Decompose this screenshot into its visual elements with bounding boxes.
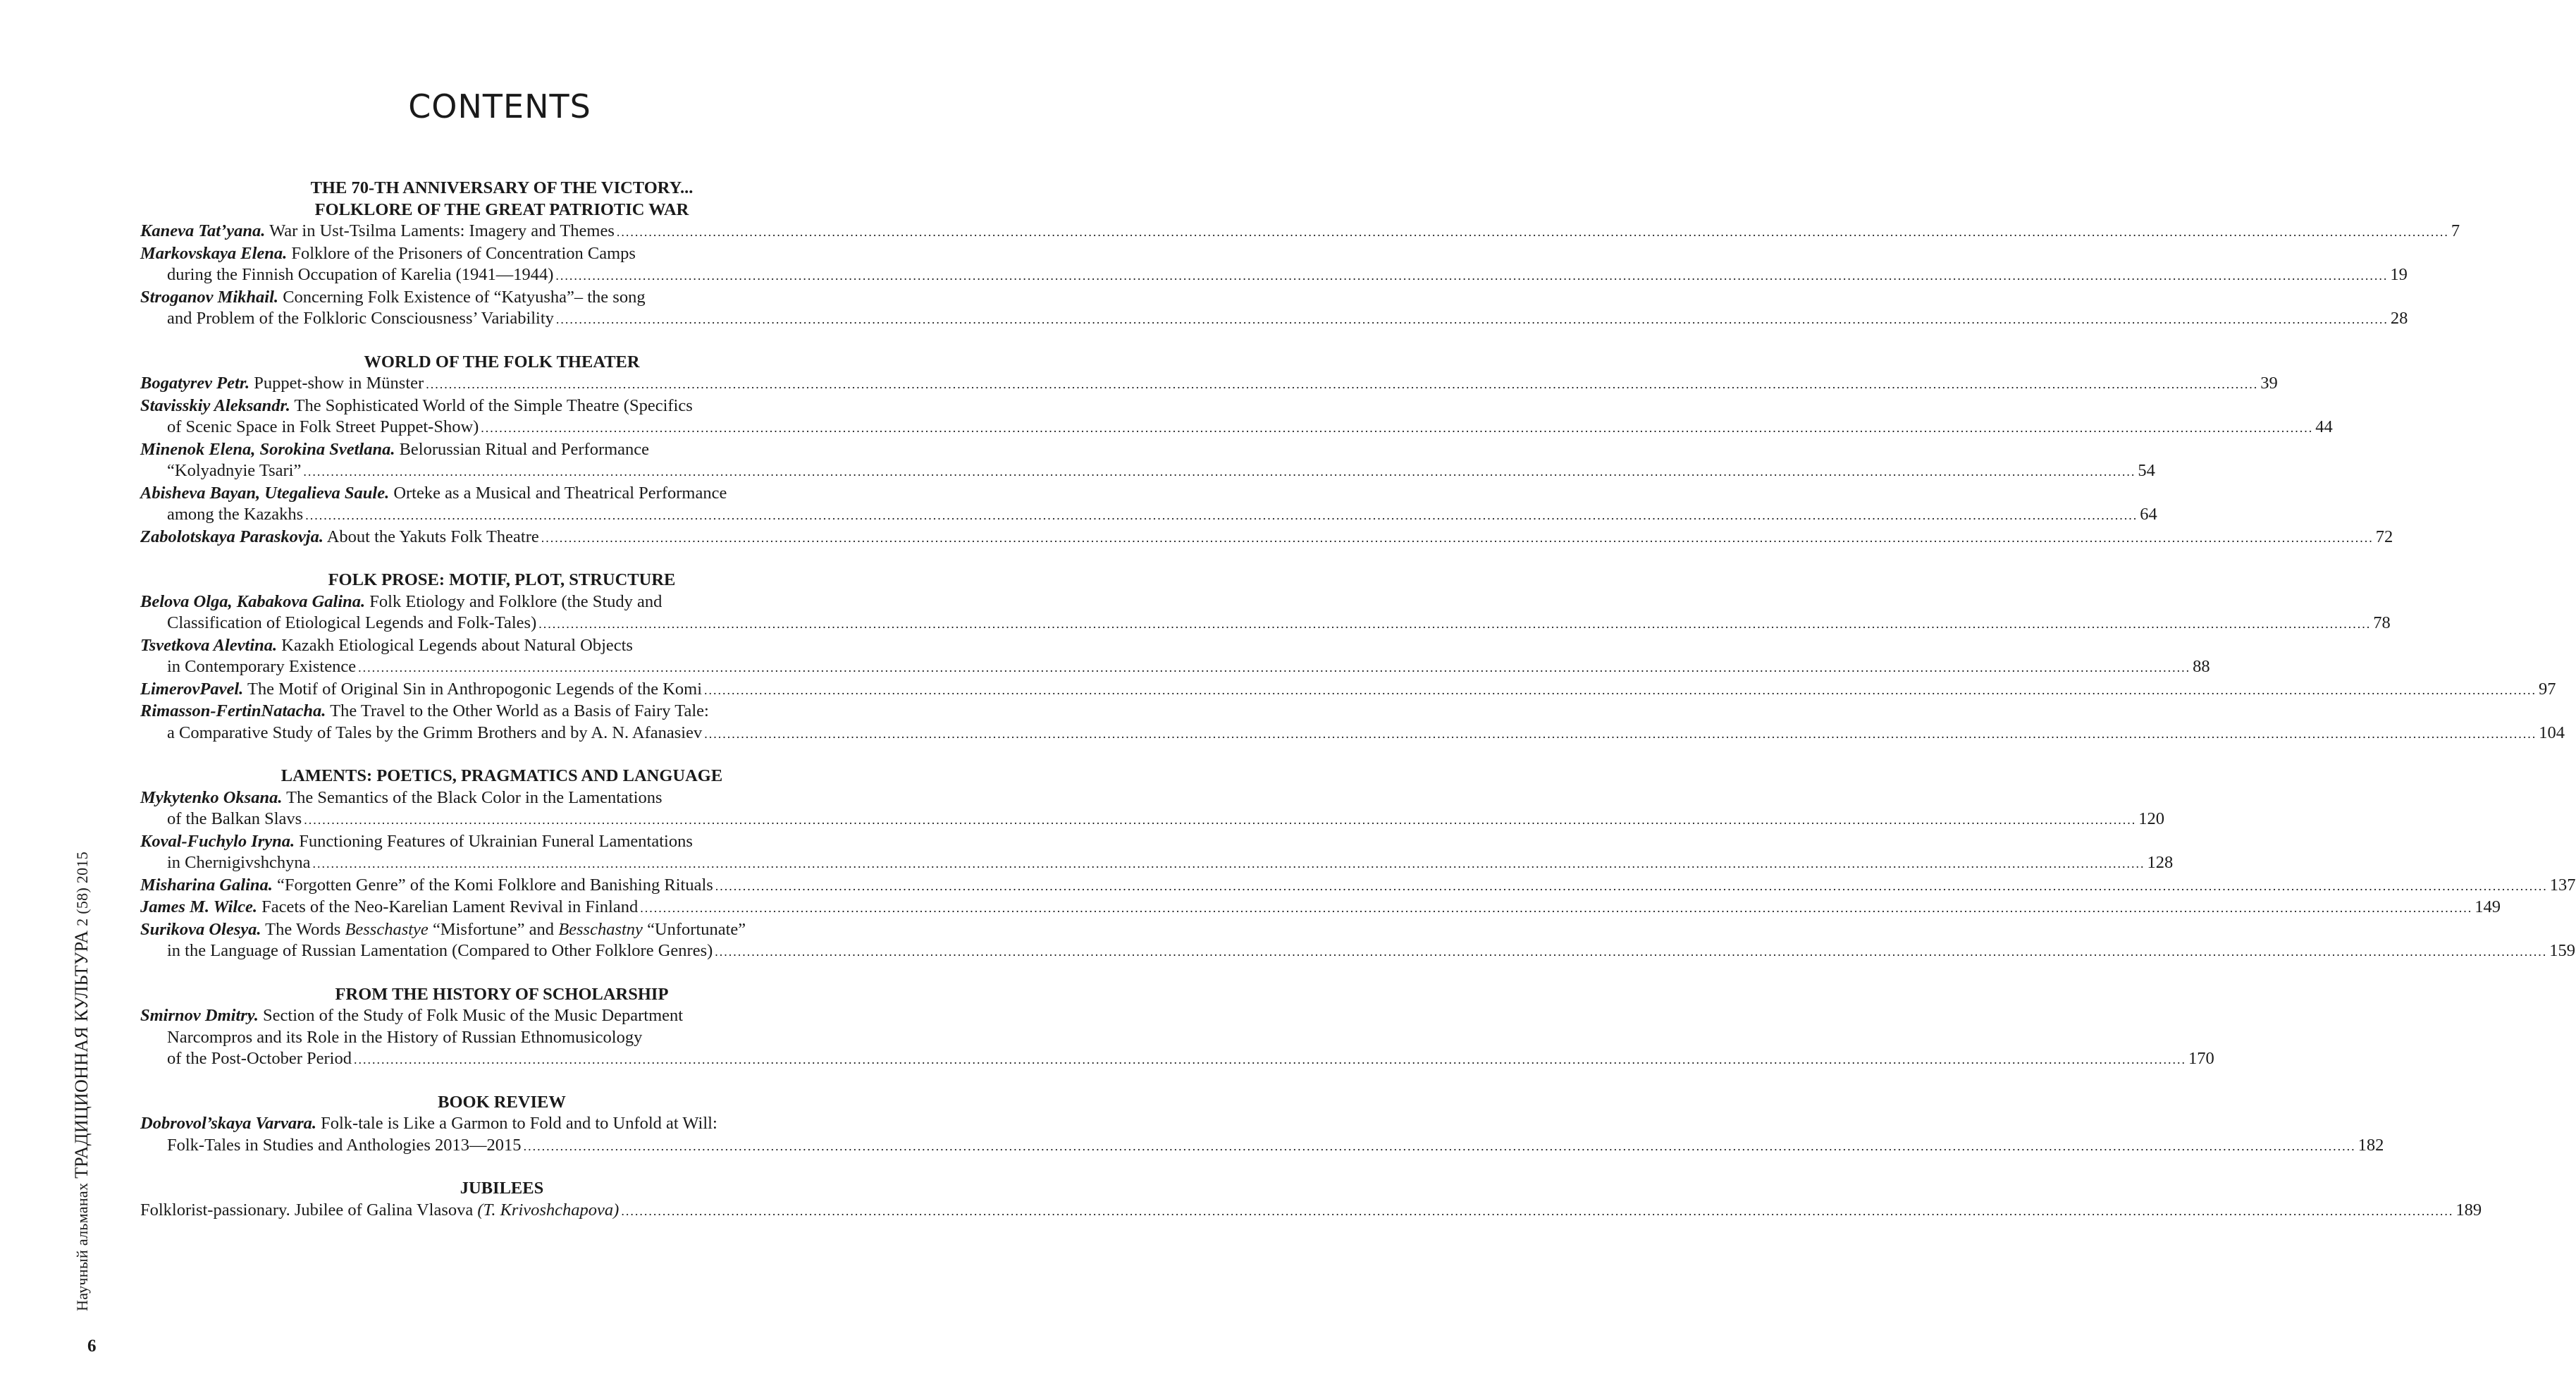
- entry-line: [140, 243, 863, 265]
- toc-section: [140, 984, 2214, 1071]
- entry-text: [140, 897, 638, 919]
- entry-text: [167, 504, 303, 526]
- entry-title: Concerning Folk Existence of “Katyusha”– the song: [278, 287, 646, 307]
- entry-text: [140, 527, 539, 548]
- entry-author: Dobrovol’skaya Varvara.: [140, 1114, 316, 1133]
- entry-line: [140, 723, 2565, 745]
- dot-leader: ................................................................................................................................................................................................................................................................................................................................................................................................................: [481, 421, 2314, 435]
- entry-author: Tsvetkova Alevtina.: [140, 635, 278, 655]
- entry-line: [140, 897, 2501, 919]
- entry-author: Stroganov Mikhail.: [140, 287, 279, 307]
- entry-text: [140, 592, 662, 611]
- section-heading: FOLK PROSE: MOTIF, PLOT, STRUCTURE: [328, 570, 676, 589]
- entry-title: Orteke as a Musical and Theatrical Performance: [389, 483, 727, 503]
- entry-title: Section of the Study of Folk Music of the Music Department: [258, 1006, 684, 1025]
- entry-line: [140, 656, 2210, 679]
- dot-leader: ................................................................................................................................................................................................................................................................................................................................................................................................................: [353, 1052, 2186, 1067]
- entry-line: [140, 417, 2333, 439]
- entry-term: Besschastye: [345, 919, 429, 939]
- entry-line: [140, 701, 863, 723]
- toc-entry: [140, 483, 2157, 527]
- entry-title: The Sophisticated World of the Simple Theatre (Specifics: [290, 395, 693, 415]
- entry-page-number: 64: [2140, 505, 2157, 524]
- entry-author: Stavisskiy Aleksandr.: [140, 395, 290, 415]
- section-heading: FROM THE HISTORY OF SCHOLARSHIP: [335, 984, 669, 1004]
- toc-entry: [140, 875, 2576, 897]
- entry-line: [140, 1048, 2214, 1071]
- journal-name: ТРАДИЦИОННАЯ КУЛЬТУРА: [71, 930, 92, 1179]
- dot-leader: ................................................................................................................................................................................................................................................................................................................................................................................................................: [312, 856, 2145, 871]
- page-title: CONTENTS: [408, 87, 591, 125]
- toc-entry: [140, 635, 2210, 679]
- entry-text: [140, 396, 693, 415]
- entry-reviewer: (T. Krivoshchapova): [477, 1200, 620, 1220]
- toc-entry: [140, 919, 2576, 963]
- entry-title: About the Yakuts Folk Theatre: [323, 527, 539, 546]
- dot-leader: ................................................................................................................................................................................................................................................................................................................................................................................................................: [304, 813, 2137, 827]
- entry-line: [140, 919, 863, 941]
- toc-entry: [140, 527, 2393, 549]
- entry-text: [167, 308, 554, 330]
- toc-entry: [140, 831, 2174, 875]
- entry-text: [167, 613, 536, 634]
- entry-text: [167, 1135, 522, 1157]
- toc-section: [140, 1178, 2482, 1222]
- toc-section: [140, 178, 2460, 331]
- entry-line: [140, 831, 863, 853]
- dot-leader: ................................................................................................................................................................................................................................................................................................................................................................................................................: [538, 617, 2372, 631]
- entry-text: [140, 701, 709, 720]
- dot-leader: ................................................................................................................................................................................................................................................................................................................................................................................................................: [305, 508, 2138, 522]
- entry-line: [140, 1027, 863, 1049]
- journal-issue: 2 (58) 2015: [73, 851, 91, 926]
- entry-author: Rimasson-FertinNatacha.: [140, 701, 326, 720]
- entry-line: [140, 591, 863, 613]
- toc-section: [140, 570, 2565, 744]
- entry-page-number: 78: [2373, 613, 2391, 632]
- entry-title: The Motif of Original Sin in Anthropogonic Legends of the Komi: [243, 679, 703, 699]
- dot-leader: ................................................................................................................................................................................................................................................................................................................................................................................................................: [555, 312, 2389, 326]
- entry-page-number: 170: [2188, 1049, 2214, 1068]
- entry-text: [167, 723, 702, 744]
- entry-line: [140, 852, 2174, 875]
- entry-text: [140, 679, 702, 701]
- entry-term: Besschastny: [558, 919, 643, 939]
- entry-page-number: 19: [2390, 265, 2408, 284]
- section-heading: LAMENTS: POETICS, PRAGMATICS AND LANGUAGE: [281, 766, 723, 785]
- entry-page-number: 189: [2455, 1200, 2482, 1220]
- entry-title: Folk-tale is Like a Garmon to Fold and to Unfold at Will:: [316, 1114, 717, 1133]
- entry-title: “Forgotten Genre” of the Komi Folklore and Banishing Rituals: [272, 875, 713, 895]
- toc-entry: [140, 701, 2565, 744]
- entry-page-number: 88: [2193, 657, 2210, 676]
- entry-page-number: 182: [2358, 1135, 2384, 1155]
- entry-title: of the Post-October Period: [167, 1049, 352, 1068]
- entry-text: [140, 484, 727, 503]
- entry-page-number: 159: [2549, 941, 2576, 960]
- toc-entry: [140, 373, 2278, 395]
- entry-text: [140, 440, 649, 459]
- entry-title: of Scenic Space in Folk Street Puppet-Show): [167, 417, 479, 436]
- section-heading: BOOK REVIEW: [438, 1092, 566, 1112]
- entry-title: “Kolyadnyie Tsari”: [167, 461, 302, 480]
- entry-text: [140, 244, 636, 263]
- toc-section: [140, 1092, 2384, 1157]
- entry-title: The Semantics of the Black Color in the Lamentations: [282, 787, 663, 807]
- dot-leader: ................................................................................................................................................................................................................................................................................................................................................................................................................: [426, 377, 2259, 391]
- entry-title-part: “Unfortunate”: [642, 919, 746, 939]
- entry-line: [140, 287, 863, 309]
- entry-page-number: 120: [2138, 809, 2164, 828]
- toc-entry: [140, 679, 2556, 701]
- entry-author: Mykytenko Oksana.: [140, 787, 283, 807]
- entry-title: among the Kazakhs: [167, 505, 304, 524]
- entry-text: [140, 788, 663, 807]
- entry-page-number: 44: [2315, 417, 2333, 436]
- entry-text: [140, 636, 633, 655]
- entry-text: [140, 1200, 619, 1222]
- entry-page-number: 104: [2539, 723, 2565, 742]
- entry-title: of the Balkan Slavs: [167, 809, 302, 828]
- running-header: [71, 852, 92, 1311]
- entry-text: [167, 460, 301, 482]
- dot-leader: ................................................................................................................................................................................................................................................................................................................................................................................................................: [555, 269, 2389, 283]
- dot-leader: ................................................................................................................................................................................................................................................................................................................................................................................................................: [523, 1138, 2356, 1153]
- entry-title-part: The Words: [261, 919, 345, 939]
- entry-line: [140, 439, 863, 461]
- entry-title: and Problem of the Folkloric Consciousness’ Variability: [167, 309, 554, 328]
- entry-text: [140, 1114, 717, 1133]
- entry-text: [140, 221, 615, 242]
- entry-line: [140, 875, 2576, 897]
- entry-author: Surikova Olesya.: [140, 919, 261, 939]
- entry-author: Zabolotskaya Paraskovja.: [140, 527, 323, 546]
- entry-text: [140, 920, 746, 939]
- toc-entry: [140, 243, 2408, 287]
- entry-line: [140, 679, 2556, 701]
- entry-title: a Comparative Study of Tales by the Grimm Brothers and by A. N. Afanasiev: [167, 723, 703, 742]
- entry-author: Belova Olga, Kabakova Galina.: [140, 591, 366, 611]
- entry-text: [167, 264, 553, 286]
- toc-entry: [140, 287, 2408, 331]
- entry-text: [140, 1006, 683, 1025]
- entry-line: [140, 1200, 2482, 1222]
- entry-text: [140, 832, 693, 851]
- entry-title: during the Finnish Occupation of Karelia (1941—1944): [167, 265, 554, 284]
- dot-leader: ................................................................................................................................................................................................................................................................................................................................................................................................................: [616, 225, 2449, 239]
- entry-title: Folklore of the Prisoners of Concentration Camps: [287, 243, 636, 263]
- toc-entry: [140, 395, 2333, 439]
- entry-page-number: 137: [2549, 875, 2576, 895]
- toc-section: [140, 352, 2393, 549]
- entry-text: [167, 417, 479, 438]
- entry-page-number: 72: [2375, 527, 2393, 546]
- toc-entry: [140, 787, 2164, 831]
- entry-line: [140, 308, 2408, 331]
- entry-text: [140, 875, 713, 897]
- entry-title: Classification of Etiological Legends and Folk-Tales): [167, 613, 537, 632]
- entry-text: [140, 288, 646, 307]
- entry-page-number: 39: [2260, 374, 2278, 393]
- toc-entry: [140, 1005, 2214, 1071]
- entry-page-number: 28: [2390, 309, 2408, 328]
- section-heading: JUBILEES: [460, 1179, 544, 1198]
- section-heading: THE 70-TH ANNIVERSARY OF THE VICTORY...: [310, 178, 694, 197]
- dot-leader: ................................................................................................................................................................................................................................................................................................................................................................................................................: [704, 682, 2537, 697]
- entry-author: Kaneva Tat’yana.: [140, 221, 266, 240]
- toc-entry: [140, 1200, 2482, 1222]
- entry-line: [140, 809, 2164, 831]
- entry-text: [167, 852, 310, 874]
- entry-title: Facets of the Neo-Karelian Lament Revival in Finland: [257, 897, 639, 916]
- entry-line: [140, 483, 863, 505]
- toc-entry: [140, 897, 2501, 919]
- entry-line: [140, 460, 2155, 483]
- entry-page-number: 54: [2138, 461, 2155, 480]
- entry-author: Misharina Galina.: [140, 875, 273, 895]
- dot-leader: ................................................................................................................................................................................................................................................................................................................................................................................................................: [358, 661, 2191, 675]
- entry-line: [140, 395, 863, 417]
- entry-title: Folk-Tales in Studies and Anthologies 2013—2015: [167, 1135, 522, 1155]
- entry-page-number: 97: [2539, 679, 2556, 699]
- toc-entry: [140, 439, 2155, 483]
- entry-page-number: 7: [2451, 221, 2460, 240]
- entry-title: War in Ust-Tsilma Laments: Imagery and Themes: [265, 221, 615, 240]
- entry-line: [140, 635, 863, 657]
- entry-line: [140, 527, 2393, 549]
- entry-line: [140, 940, 2576, 963]
- entry-title: The Travel to the Other World as a Basis of Fairy Tale:: [326, 701, 709, 720]
- entry-author: Koval-Fuchylo Iryna.: [140, 831, 295, 851]
- dot-leader: ................................................................................................................................................................................................................................................................................................................................................................................................................: [541, 530, 2374, 545]
- entry-text: [167, 809, 302, 830]
- entry-text: [140, 373, 424, 395]
- entry-line: [140, 613, 2391, 635]
- dot-leader: ................................................................................................................................................................................................................................................................................................................................................................................................................: [704, 726, 2537, 741]
- entry-author: Smirnov Dmitry.: [140, 1006, 259, 1025]
- entry-line: [140, 787, 863, 809]
- entry-title: Folklorist-passionary. Jubilee of Galina Vlasova: [140, 1200, 478, 1220]
- entry-author: Markovskaya Elena.: [140, 243, 288, 263]
- entry-author: LimerovPavel.: [140, 679, 244, 699]
- entry-title: Kazakh Etiological Legends about Natural Objects: [277, 635, 633, 655]
- toc-entry: [140, 221, 2460, 243]
- entry-line: [140, 1113, 863, 1135]
- dot-leader: ................................................................................................................................................................................................................................................................................................................................................................................................................: [303, 465, 2136, 479]
- entry-author: James M. Wilce.: [140, 897, 258, 916]
- entry-text: [167, 940, 713, 962]
- entry-author: Abisheva Bayan, Utegalieva Saule.: [140, 483, 390, 503]
- entry-text: [167, 1028, 642, 1047]
- dot-leader: ................................................................................................................................................................................................................................................................................................................................................................................................................: [715, 945, 2548, 959]
- dot-leader: ................................................................................................................................................................................................................................................................................................................................................................................................................: [715, 878, 2548, 893]
- entry-line: [140, 504, 2157, 527]
- dot-leader: ................................................................................................................................................................................................................................................................................................................................................................................................................: [621, 1203, 2454, 1218]
- entry-title-part: “Misfortune” and: [428, 919, 559, 939]
- entry-line: [140, 373, 2278, 395]
- toc-entry: [140, 591, 2391, 635]
- section-heading: WORLD OF THE FOLK THEATER: [364, 352, 640, 371]
- entry-title: Puppet-show in Münster: [249, 374, 424, 393]
- toc-section: [140, 766, 2576, 963]
- entry-title: Narcompros and its Role in the History of Russian Ethnomusicology: [167, 1027, 643, 1047]
- entry-line: [140, 264, 2408, 287]
- entry-author: Minenok Elena, Sorokina Svetlana.: [140, 439, 395, 459]
- section-heading: FOLKLORE OF THE GREAT PATRIOTIC WAR: [314, 199, 689, 219]
- entry-text: [167, 656, 356, 678]
- journal-prefix: Научный альманах: [73, 1182, 91, 1311]
- entry-title: in the Language of Russian Lamentation (Compared to Other Folklore Genres): [167, 941, 713, 960]
- entry-text: [167, 1048, 352, 1070]
- entry-title: Functioning Features of Ukrainian Funeral Lamentations: [295, 831, 693, 851]
- entry-author: Bogatyrev Petr.: [140, 374, 250, 393]
- entry-title: Folk Etiology and Folklore (the Study and: [365, 591, 663, 611]
- dot-leader: ................................................................................................................................................................................................................................................................................................................................................................................................................: [640, 901, 2473, 915]
- entry-line: [140, 1005, 863, 1027]
- entry-line: [140, 221, 2460, 243]
- entry-title: Belorussian Ritual and Performance: [395, 439, 650, 459]
- entry-line: [140, 1135, 2384, 1157]
- page-number: 6: [87, 1337, 97, 1356]
- table-of-contents: [140, 178, 2576, 1243]
- entry-title: in Contemporary Existence: [167, 657, 357, 676]
- entry-page-number: 149: [2475, 897, 2501, 916]
- toc-entry: [140, 1113, 2384, 1157]
- entry-page-number: 128: [2147, 853, 2174, 872]
- entry-title: in Chernigivshchyna: [167, 853, 311, 872]
